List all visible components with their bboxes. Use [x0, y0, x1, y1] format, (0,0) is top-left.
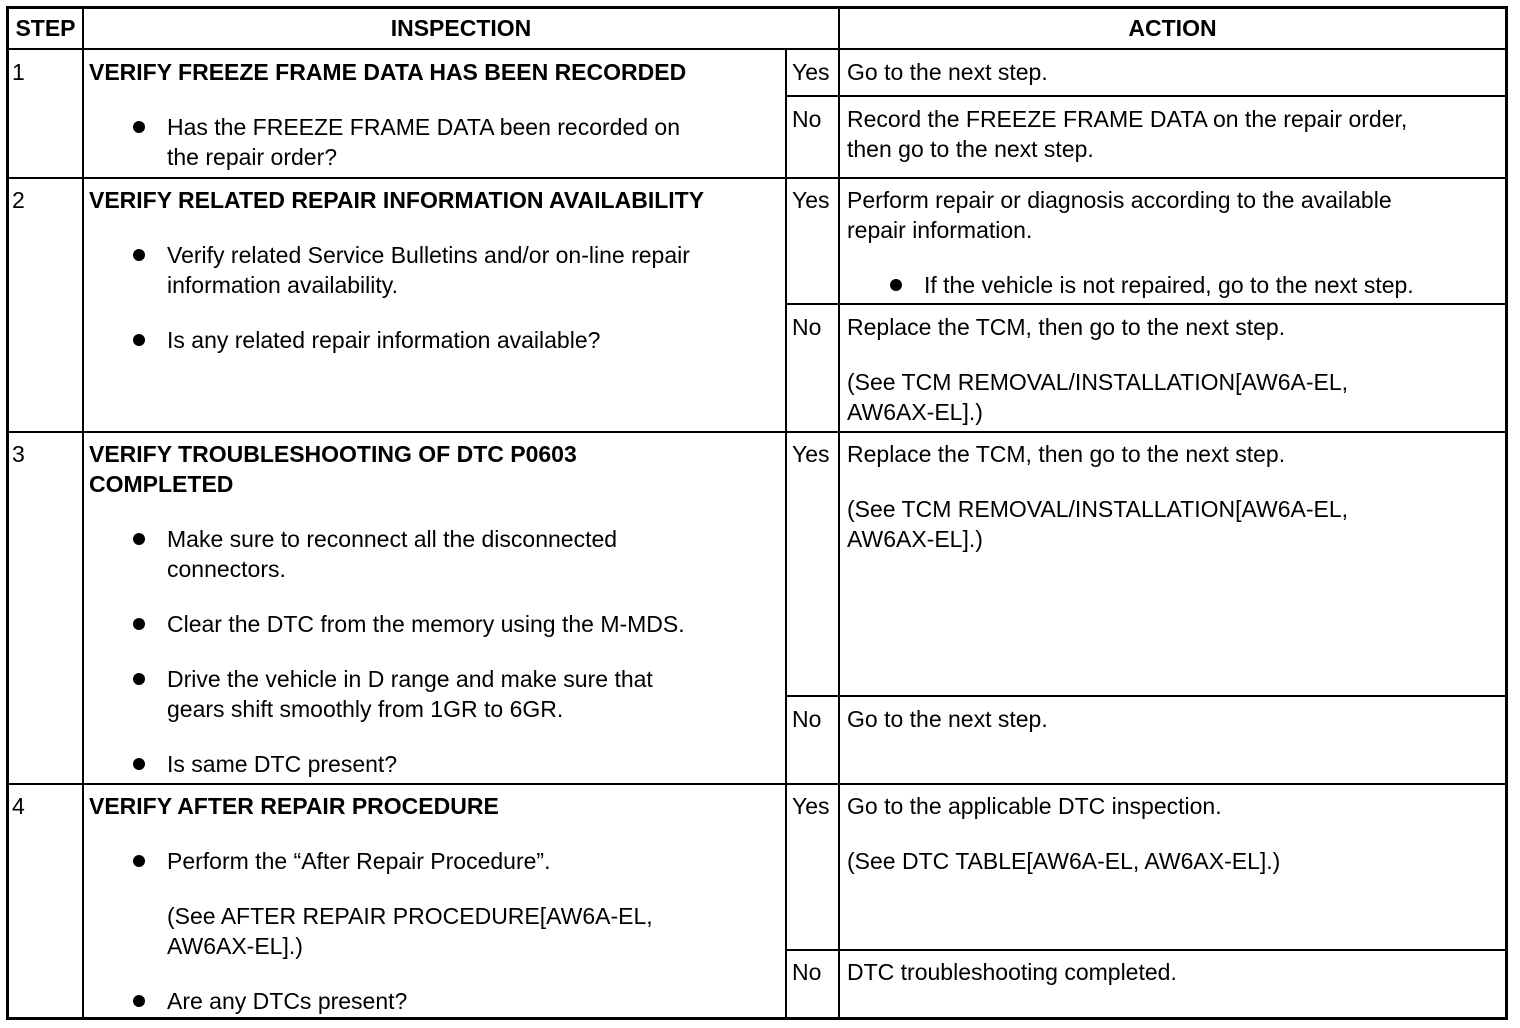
header-action: ACTION — [1128, 15, 1217, 41]
no-action: Go to the next step. — [847, 706, 1048, 732]
bullet-icon — [133, 995, 145, 1007]
bullet-icon — [133, 249, 145, 261]
no-label: No — [792, 959, 822, 985]
reference-link: (See DTC TABLE[AW6A-EL, AW6AX-EL].) — [847, 848, 1281, 874]
bullet-icon — [133, 334, 145, 346]
grid-line — [9, 783, 1505, 785]
yes-label: Yes — [792, 441, 830, 467]
bullet-icon — [133, 533, 145, 545]
grid-line — [785, 95, 1505, 97]
reference-link: (See AFTER REPAIR PROCEDURE[AW6A-EL, AW6AX-EL].) — [167, 903, 653, 959]
bullet-icon — [133, 673, 145, 685]
header-step: STEP — [15, 15, 76, 41]
step-number: 2 — [12, 187, 25, 213]
no-action: DTC troubleshooting completed. — [847, 959, 1177, 985]
yes-label: Yes — [792, 59, 830, 85]
reference-link: (See TCM REMOVAL/INSTALLATION[AW6A-EL, AW6AX-EL].) — [847, 369, 1349, 425]
bullet-icon — [133, 618, 145, 630]
grid-line — [785, 695, 1505, 697]
grid-line — [838, 9, 840, 1017]
bullet-icon — [133, 121, 145, 133]
yes-action: Go to the next step. — [847, 59, 1048, 85]
step-title: VERIFY AFTER REPAIR PROCEDURE — [89, 793, 499, 819]
bullet-icon — [133, 855, 145, 867]
step-title: VERIFY RELATED REPAIR INFORMATION AVAILABILITY — [89, 187, 705, 213]
grid-line — [785, 303, 1505, 305]
yes-action: Perform repair or diagnosis according to the available repair information. — [847, 187, 1392, 243]
bullet-icon — [890, 279, 902, 291]
grid-line — [9, 177, 1505, 179]
yes-label: Yes — [792, 793, 830, 819]
step-number: 3 — [12, 441, 25, 467]
step-number: 4 — [12, 793, 25, 819]
header-inspection: INSPECTION — [390, 15, 532, 41]
grid-line — [785, 48, 787, 1017]
grid-line — [82, 9, 84, 1017]
no-action: Record the FREEZE FRAME DATA on the repair order, then go to the next step. — [847, 106, 1408, 162]
grid-line — [9, 48, 1505, 50]
no-label: No — [792, 106, 822, 132]
no-label: No — [792, 706, 822, 732]
yes-action: Go to the applicable DTC inspection. — [847, 793, 1222, 819]
no-label: No — [792, 314, 822, 340]
yes-label: Yes — [792, 187, 830, 213]
bullet-icon — [133, 758, 145, 770]
step-number: 1 — [12, 59, 25, 85]
no-action: Replace the TCM, then go to the next step. — [847, 314, 1286, 340]
yes-action: Replace the TCM, then go to the next step. — [847, 441, 1286, 467]
reference-link: (See TCM REMOVAL/INSTALLATION[AW6A-EL, AW6AX-EL].) — [847, 496, 1349, 552]
diagnostic-procedure-table: STEP INSPECTION ACTION 1 VERIFY FREEZE FRAME DATA HAS BEEN RECORDED Has the FREEZE FRAME DATA been recorded on the repair order? Yes Go to the next step. No Record the FREEZE FRAME DATA on the repair order, then go to the next step. 2 VERIFY RELATED REPAIR INFORMATION AVAILABILITY Verify related Service Bulletins and/or on-line repair information availability. Is any related repair information available? Yes Perform repair or diagnosis according to the available repair information. If the vehicle is not repaired, go to the next step. No Replace the TCM, then go to the next step. (See TCM REMOVAL/INSTALLATION[AW6A-EL, AW6AX-EL].) 3 VERIFY TROUBLESHOOTING OF DTC P0603 COMPLETED Make sure to reconnect all the disconnected connectors. Clear the DTC from the memory using the M-MDS. Drive the vehicle in D range and make sure that gears shift smoothly from 1GR to 6GR. Is same DTC present? Yes Replace the TCM, then go to the next step. (See TCM REMOVAL/INSTALLATION[AW6A-EL, AW6AX-EL].) No Go to the next step. 4 VERIFY AFTER REPAIR PROCEDURE Perform the “After Repair Procedure”. (See AFTER REPAIR PROCEDURE[AW6A-EL, AW6AX-EL].) Are any DTCs present? Yes Go to the applicable DTC inspection. (See DTC TABLE[AW6A-EL, AW6AX-EL].) No DTC troubleshooting completed. — [6, 6, 1508, 1020]
grid-line — [9, 431, 1505, 433]
grid-line — [785, 949, 1505, 951]
step-title: VERIFY FREEZE FRAME DATA HAS BEEN RECORDED — [89, 59, 687, 85]
step-title: VERIFY TROUBLESHOOTING OF DTC P0603 COMPLETED — [89, 441, 577, 497]
